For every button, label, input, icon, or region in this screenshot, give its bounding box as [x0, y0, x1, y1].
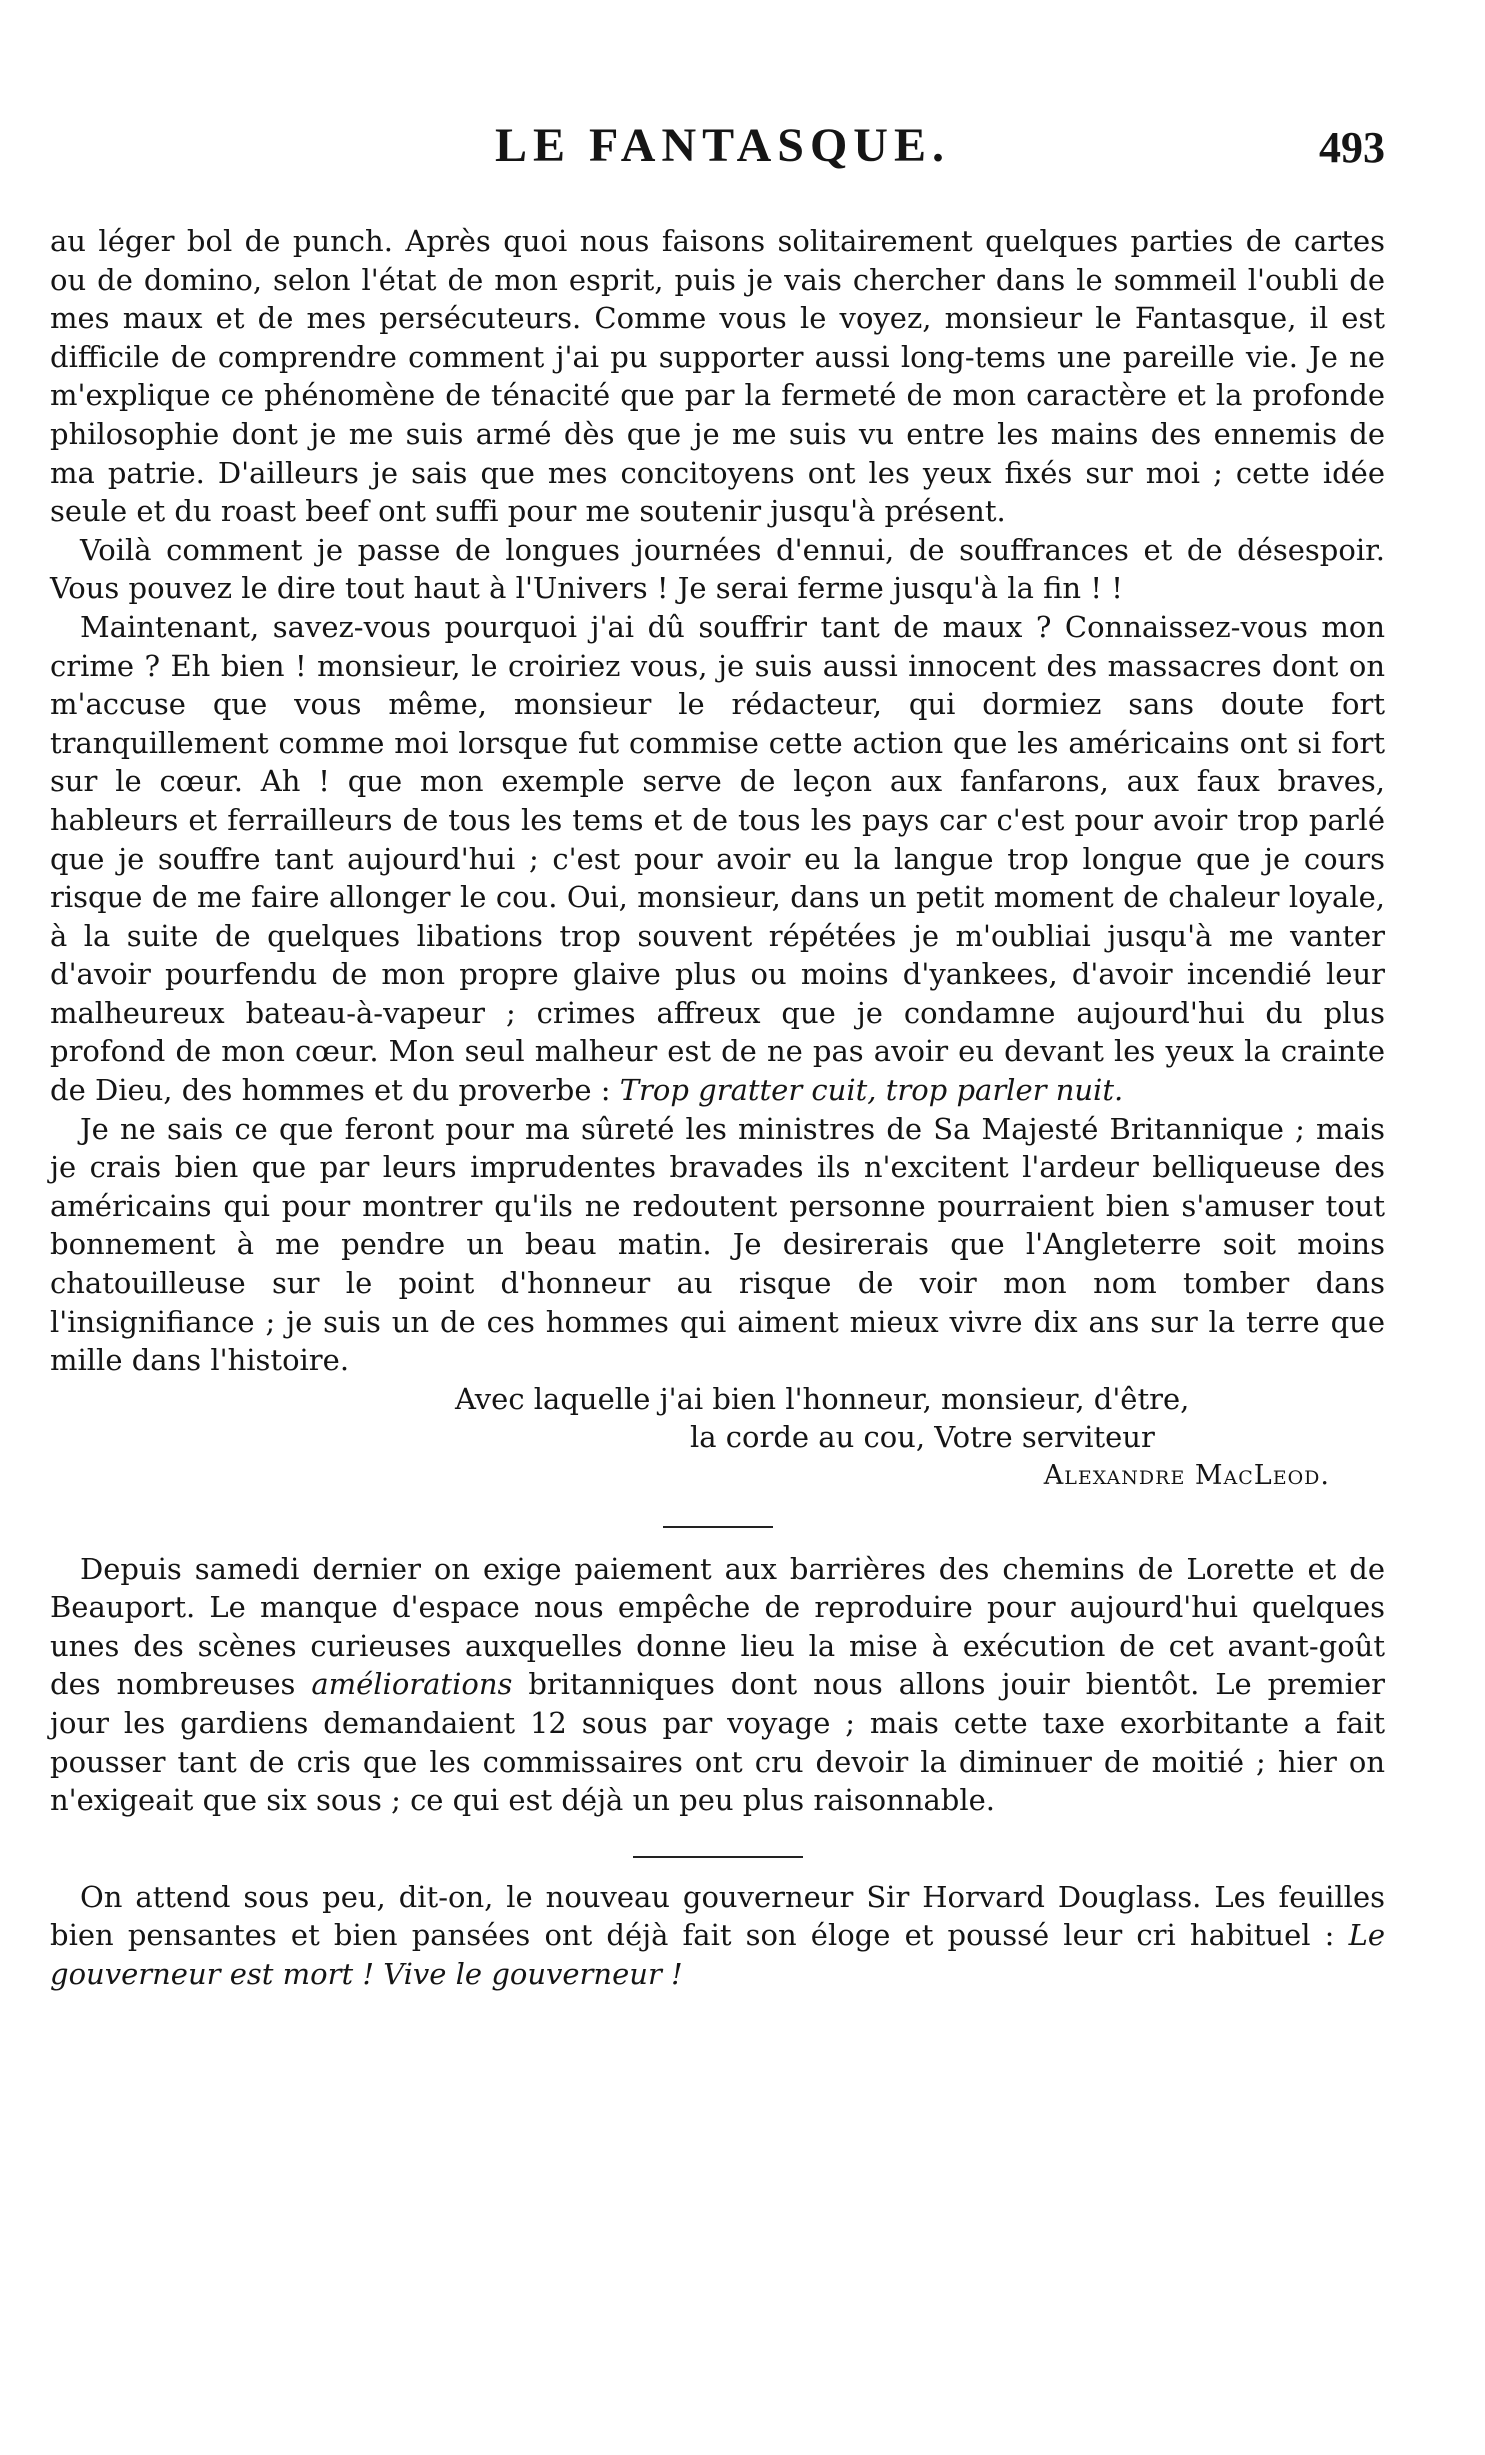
- closing-line-2: la corde au cou, Votre serviteur: [690, 1420, 1155, 1455]
- newspaper-page: [50, 0, 1395, 2455]
- news-item-governor: [50, 1878, 1385, 1994]
- letter-paragraph-3-text: Maintenant, savez-vous pourquoi j'ai dû souffrir tant de maux ? Connaissez-vous mon crime ? Eh bien ! monsieur, le croiriez vous, je suis aussi innocent des massacres dont on m'accuse que vous même, monsieur le rédacteur, qui dormiez sans doute fort tranquillement comme moi lorsque fut commise cette action que les américains ont si fort sur le cœur. Ah ! que mon exemple serve de leçon aux fanfarons, aux faux braves, hableurs et ferrailleurs de tous les tems et de tous les pays car c'est pour avoir trop parlé que je souffre tant aujourd'hui ; c'est pour avoir eu la langue trop longue que je cours risque de me faire allonger le cou. Oui, monsieur, dans un petit moment de chaleur loyale, à la suite de quelques libations trop souvent répétées je m'oubliai jusqu'à me vanter d'avoir pourfendu de mon propre glaive plus ou moins d'yankees, d'avoir incendié leur malheureux bateau-à-vapeur ; crimes affreux que je condamne aujourd'hui du plus profond de mon cœur. Mon seul malheur est de ne pas avoir eu devant les yeux la crainte de Dieu, des hommes et du proverbe :: [50, 609, 1385, 1108]
- running-head: [50, 118, 1395, 178]
- letter-paragraph-1: au léger bol de punch. Après quoi nous faisons solitairement quelques parties de cartes ou de domino, selon l'état de mon esprit, puis je vais chercher dans le sommeil l'oubli de mes maux et de mes persécuteurs. Comme vous le voyez, monsieur le Fantasque, il est difficile de comprendre comment j'ai pu supporter aussi long-tems une pareille vie. Je ne m'explique ce phénomène de ténacité que par la fermeté de mon caractère et la profonde philosophie dont je me suis armé dès que je me suis vu entre les mains des ennemis de ma patrie. D'ailleurs je sais que mes concitoyens ont les yeux fixés sur moi ; cette idée seule et du roast beef ont suffi pour me soutenir jusqu'à présent.: [50, 224, 1385, 529]
- journal-title: LE FANTASQUE.: [495, 119, 950, 172]
- news-item-governor-italic: Le gouverneur est mort ! Vive le gouverneur !: [50, 1918, 1386, 1991]
- article-body: [50, 222, 1385, 1994]
- section-divider-2: [633, 1856, 803, 1858]
- news-item-tolls-italic: améliorations: [311, 1667, 513, 1702]
- news-item-governor-text: On attend sous peu, dit-on, le nouveau gouverneur Sir Horvard Douglass. Les feuilles bien pensantes et bien pansées ont déjà fait son éloge et poussé leur cri habituel :: [50, 1879, 1385, 1953]
- news-item-tolls: [50, 1550, 1385, 1820]
- news-item-tolls-text-1: Depuis samedi dernier on exige paiement aux barrières des chemins de Lorette et de Beauport. Le manque d'espace nous empêche de reproduire pour aujourd'hui quelques unes des scènes curieuses auxquelles donne lieu la mise à exécution de cet avant-goût des nombreuses: [50, 1551, 1385, 1702]
- signature: Alexandre MacLeod.: [1043, 1460, 1330, 1491]
- letter-paragraph-2: Voilà comment je passe de longues journées d'ennui, de souffrances et de désespoir. Vous pouvez le dire tout haut à l'Univers ! Je serai ferme jusqu'à la fin ! !: [50, 532, 1385, 606]
- letter-paragraph-4: Je ne sais ce que feront pour ma sûreté les ministres de Sa Majesté Britannique ; mais je crais bien que par leurs imprudentes bravades ils n'excitent l'ardeur belliqueuse des américains qui pour montrer qu'ils ne redoutent personne pourraient bien s'amuser tout bonnement à me pendre un beau matin. Je desirerais que l'Angleterre soit moins chatouilleuse sur le point d'honneur au risque de voir mon nom tomber dans l'insignifiance ; je suis un de ces hommes qui aiment mieux vivre dix ans sur la terre que mille dans l'histoire.: [50, 1111, 1385, 1378]
- letter-paragraph-3: [50, 608, 1385, 1110]
- news-item-tolls-text-2: britanniques dont nous allons jouir bientôt. Le premier jour les gardiens demandaient 12 sous par voyage ; mais cette taxe exorbitante a fait pousser tant de cris que les commissaires ont cru devoir la diminuer de moitié ; hier on n'exigeait que six sous ; ce qui est déjà un peu plus raisonnable.: [50, 1667, 1386, 1818]
- proverb: Trop gratter cuit, trop parler nuit.: [619, 1073, 1124, 1108]
- closing-line-1: Avec laquelle j'ai bien l'honneur, monsieur, d'être,: [455, 1381, 1190, 1416]
- page-number: 493: [1319, 123, 1385, 172]
- section-divider-1: [663, 1526, 773, 1528]
